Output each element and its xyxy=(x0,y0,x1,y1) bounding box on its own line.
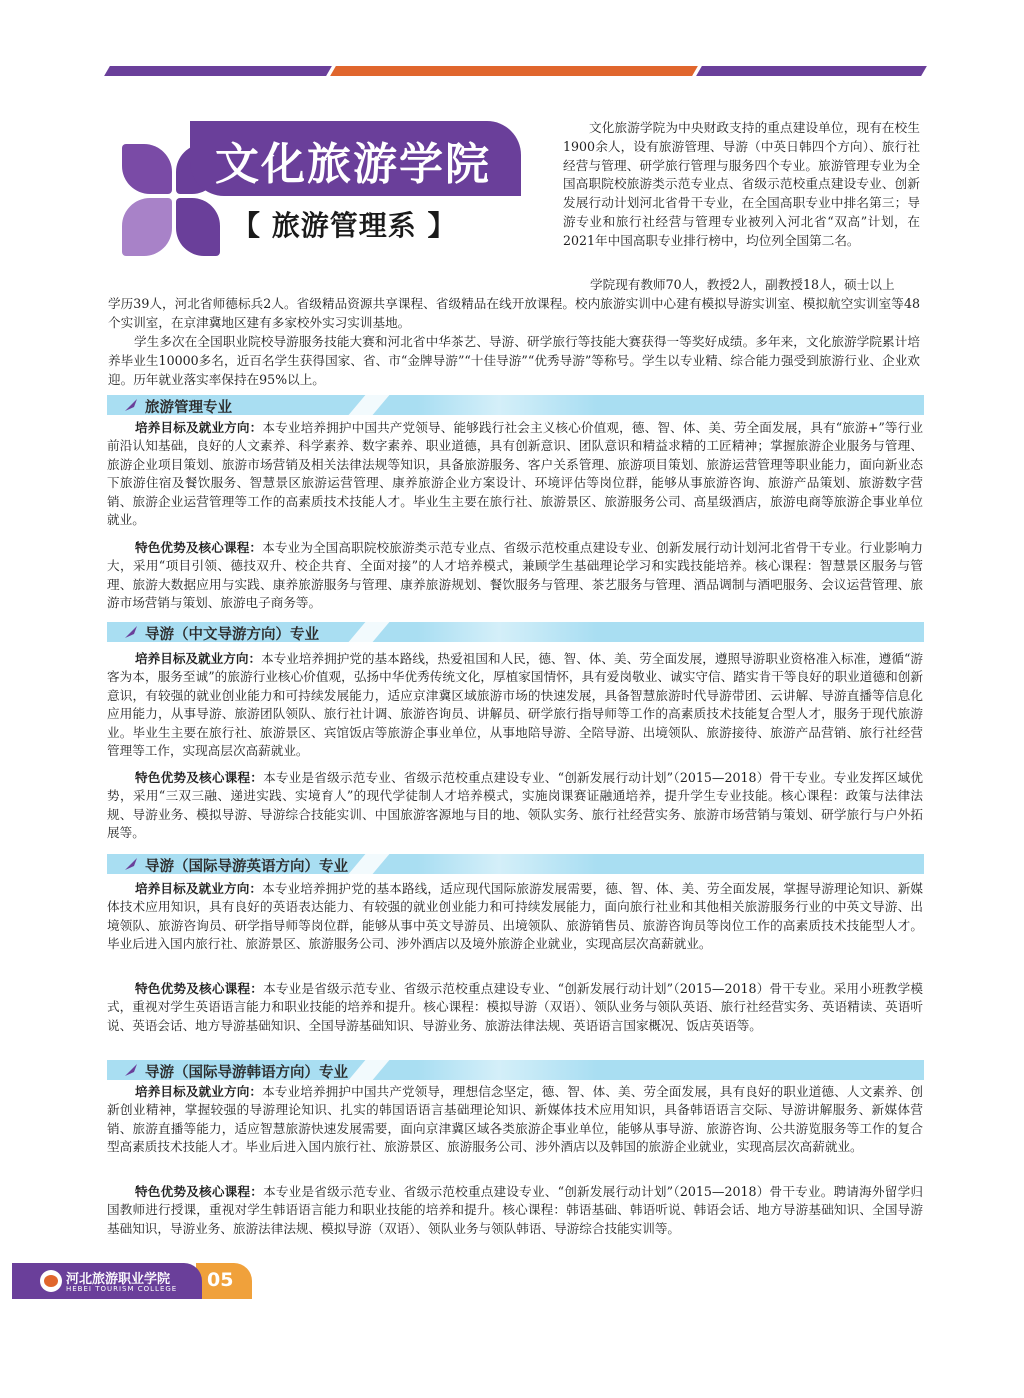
goal-text: 本专业培养拥护中国共产党领导、能够践行社会主义核心价值观，德、智、体、美、劳全面发展，具有“旅游+”等行业前沿认知基础，良好的人文素养、科学素养、数字素养、职业道德，具有创新意识、团队意识和精益求精的工匠精神；掌握旅游企业服务与管理、旅游企业项目策划、旅游市场营销及相关法律法规等知识，具备旅游服务、客户关系管理、旅游项目策划、旅游运营管理等职业能力，面向新业态下旅游住宿及餐饮服务、智慧景区旅游运营管理、康养旅游企业方案设计、环境评估等岗位群，能够从事旅游咨询、旅游产品策划、旅游数字营销、旅游企业运营管理等工作的高素质技术技能人才。毕业生主要在旅行社、旅游景区、旅游服务公司、高星级酒店，旅游电商等旅游企事业单位就业。 xyxy=(107,420,923,528)
section-goal xyxy=(107,1083,923,1157)
feature-label: 特色优势及核心课程： xyxy=(135,981,264,996)
section-title: 旅游管理专业 xyxy=(145,400,232,416)
intro-paragraph-2 xyxy=(108,276,920,332)
feature-text: 本专业是省级示范专业、省级示范校重点建设专业、“创新发展行动计划”（2015—2018）骨干专业。采用小班教学模式，重视对学生英语语言能力和职业技能的培养和提升。核心课程：模拟导游（双语）、领队业务与领队英语、旅行社经营实务、英语精读、英语听说、英语会话、地方导游基础知识、全国导游基础知识、导游业务、旅游法律法规、英语语言国家概况、饭店英语等。 xyxy=(107,981,923,1033)
section-banner-english-guide xyxy=(107,854,924,874)
section-banner-chinese-guide xyxy=(107,622,924,642)
section-goal xyxy=(107,419,923,529)
feature-text: 本专业是省级示范专业、省级示范校重点建设专业、“创新发展行动计划”（2015—2018）骨干专业。专业发挥区域优势，采用“三双三融、递进实践、实境育人”的现代学徒制人才培养模式，实施岗课赛证融通培养，提升学生专业技能。核心课程：政策与法律法规、导游业务、模拟导游、导游综合技能实训、中国旅游客源地与目的地、领队实务、旅行社经营实务、旅游市场营销与策划、研学旅行与户外拓展等。 xyxy=(107,770,923,841)
footer-school-name-en: HEBEI TOURISM COLLEGE xyxy=(66,1285,178,1293)
feature-label: 特色优势及核心课程： xyxy=(135,1184,264,1199)
top-stripe-middle xyxy=(330,66,698,76)
logo-petal-top-left xyxy=(122,144,172,194)
footer-school-name: 河北旅游职业学院 xyxy=(66,1272,171,1287)
goal-label: 培养目标及就业方向： xyxy=(135,881,263,896)
section-title: 导游（国际导游英语方向）专业 xyxy=(145,859,348,875)
arrow-icon xyxy=(124,625,138,639)
goal-label: 培养目标及就业方向： xyxy=(135,420,263,435)
section-goal xyxy=(107,880,923,954)
feature-label: 特色优势及核心课程： xyxy=(135,770,264,785)
section-title: 导游（国际导游韩语方向）专业 xyxy=(145,1065,348,1081)
logo-petal-bottom-right xyxy=(176,198,220,256)
section-feature xyxy=(107,539,923,613)
section-feature xyxy=(107,1183,923,1238)
page-number: 05 xyxy=(207,1269,234,1291)
intro-paragraph-3: 学生多次在全国职业院校导游服务技能大赛和河北省中华茶艺、导游、研学旅行等技能大赛获得一等奖好成绩。多年来，文化旅游学院累计培养毕业生10000多名，近百名学生获得国家、省、市“金牌导游”“十佳导游”“优秀导游”等称号。学生以专业精、综合能力强受到旅游行业、企业欢迎。历年就业落实率保持在95%以上。 xyxy=(108,334,920,387)
section-banner-tourism-management xyxy=(107,395,924,415)
feature-label: 特色优势及核心课程： xyxy=(135,540,263,555)
department-subtitle: 【 旅游管理系 】 xyxy=(232,209,457,242)
section-banner-korean-guide xyxy=(107,1060,924,1080)
section-feature xyxy=(107,980,923,1035)
goal-text: 本专业培养拥护中国共产党领导，理想信念坚定，德、智、体、美、劳全面发展，具有良好的职业道德、人文素养、创新创业精神，掌握较强的导游理论知识、扎实的韩国语语言基础理论知识、新媒体技术应用知识，具备韩语语言交际、导游讲解服务、新媒体营销、旅游直播等能力，适应智慧旅游快速发展需要，面向京津冀区域各类旅游企事业单位，能够从事导游、旅游咨询、公共游览服务等工作的复合型高素质技术技能人才。毕业后进入国内旅行社、旅游景区、旅游服务公司、涉外酒店以及韩国的旅游企业就业，实现高层次高薪就业。 xyxy=(107,1084,924,1155)
page-title: 文化旅游学院 xyxy=(215,139,491,190)
goal-label: 培养目标及就业方向： xyxy=(135,651,262,666)
feature-text: 本专业是省级示范专业、省级示范校重点建设专业、“创新发展行动计划”（2015—2018）骨干专业。聘请海外留学归国教师进行授课，重视对学生韩语语言能力和职业技能的培养和提升。核心课程：韩语基础、韩语听说、韩语会话、地方导游基础知识、全国导游基础知识，导游业务、旅游法律法规、模拟导游（双语）、领队业务与领队韩语、导游综合技能实训等。 xyxy=(107,1184,923,1236)
top-stripe-right xyxy=(696,66,927,76)
intro-paragraph-1: 文化旅游学院为中央财政支持的重点建设单位，现有在校生1900余人，设有旅游管理、导游（中英日韩四个方向）、旅行社经营与管理、研学旅行管理与服务四个专业。旅游管理专业为全国高职院校旅游类示范专业点、省级示范校重点建设专业、创新发展行动计划河北省骨干专业，在全国高职专业中排名第三；导游专业和旅行社经营与管理专业被列入河北省“双高”计划，在2021年中国高职专业排行榜中，均位列全国第二名。 xyxy=(563,120,920,248)
school-logo-icon xyxy=(40,1270,62,1292)
intro-paragraph-2-rest: 学历39人，河北省师德标兵2人。省级精品资源共享课程、省级精品在线开放课程。校内旅游实训中心建有模拟导游实训室、模拟航空实训室等48个实训室，在京津冀地区建有多家校外实习实训基地。 xyxy=(108,295,920,330)
goal-text: 本专业培养拥护党的基本路线，热爱祖国和人民，德、智、体、美、劳全面发展，遵照导游职业资格准入标准，遵循“游客为本，服务至诚”的旅游行业核心价值观，弘扬中华优秀传统文化，厚植家国情怀，具有爱岗敬业、诚实守信、踏实肯干等良好的职业道德和创新意识，有较强的就业创业能力和可持续发展能力，适应京津冀区域旅游市场的快速发展，具备智慧旅游时代导游带团、云讲解、导游直播等信息化应用能力，从事导游、旅游团队领队、旅行社计调、旅游咨询员、讲解员、研学旅行指导师等工作的高素质技术技能复合型人才，服务于现代旅游业。毕业生主要在旅行社、旅游景区、宾馆饭店等旅游企事业单位，从事地陪导游、全陪导游、出境领队、旅游接待、旅游产品营销、旅行社经营管理等工作，实现高层次高薪就业。 xyxy=(107,651,923,759)
intro-paragraph-2-first-line: 学院现有教师70人，教授2人，副教授18人，硕士以上 xyxy=(590,277,895,292)
feature-text: 本专业为全国高职院校旅游类示范专业点、省级示范校重点建设专业、创新发展行动计划河北省骨干专业。行业影响力大，采用“项目引领、德技双升、校企共育、全面对接”的人才培养模式，兼顾学生基础理论学习和实践技能培养。核心课程：智慧景区服务与管理、旅游大数据应用与实践、康养旅游服务与管理、康养旅游规划、餐饮服务与管理、茶艺服务与管理、酒品调制与酒吧服务、会议运营管理、旅游市场营销与策划、旅游电子商务等。 xyxy=(107,540,924,611)
goal-label: 培养目标及就业方向： xyxy=(135,1084,263,1099)
goal-text: 本专业培养拥护党的基本路线，适应现代国际旅游发展需要，德、智、体、美、劳全面发展，掌握导游理论知识、新媒体技术应用知识，具有良好的英语表达能力、有较强的就业创业能力和可持续发展能力，面向旅行社业和其他相关旅游服务行业的中英文导游、出境领队、旅游咨询员、研学指导师等岗位群，能够从事中英文导游员、出境领队、旅游销售员、旅游咨询员等岗位工作的高素质技术技能型人才。毕业后进入国内旅行社、旅游景区、旅游服务公司、涉外酒店以及境外旅游企业就业，实现高层次高薪就业。 xyxy=(107,881,924,952)
arrow-icon xyxy=(124,857,138,871)
arrow-icon xyxy=(124,398,138,412)
logo-petal-bottom-left xyxy=(122,198,172,256)
arrow-icon xyxy=(124,1063,138,1077)
section-feature xyxy=(107,769,923,843)
section-goal xyxy=(107,650,923,760)
top-stripe-left xyxy=(104,66,332,76)
section-title: 导游（中文导游方向）专业 xyxy=(145,627,319,643)
